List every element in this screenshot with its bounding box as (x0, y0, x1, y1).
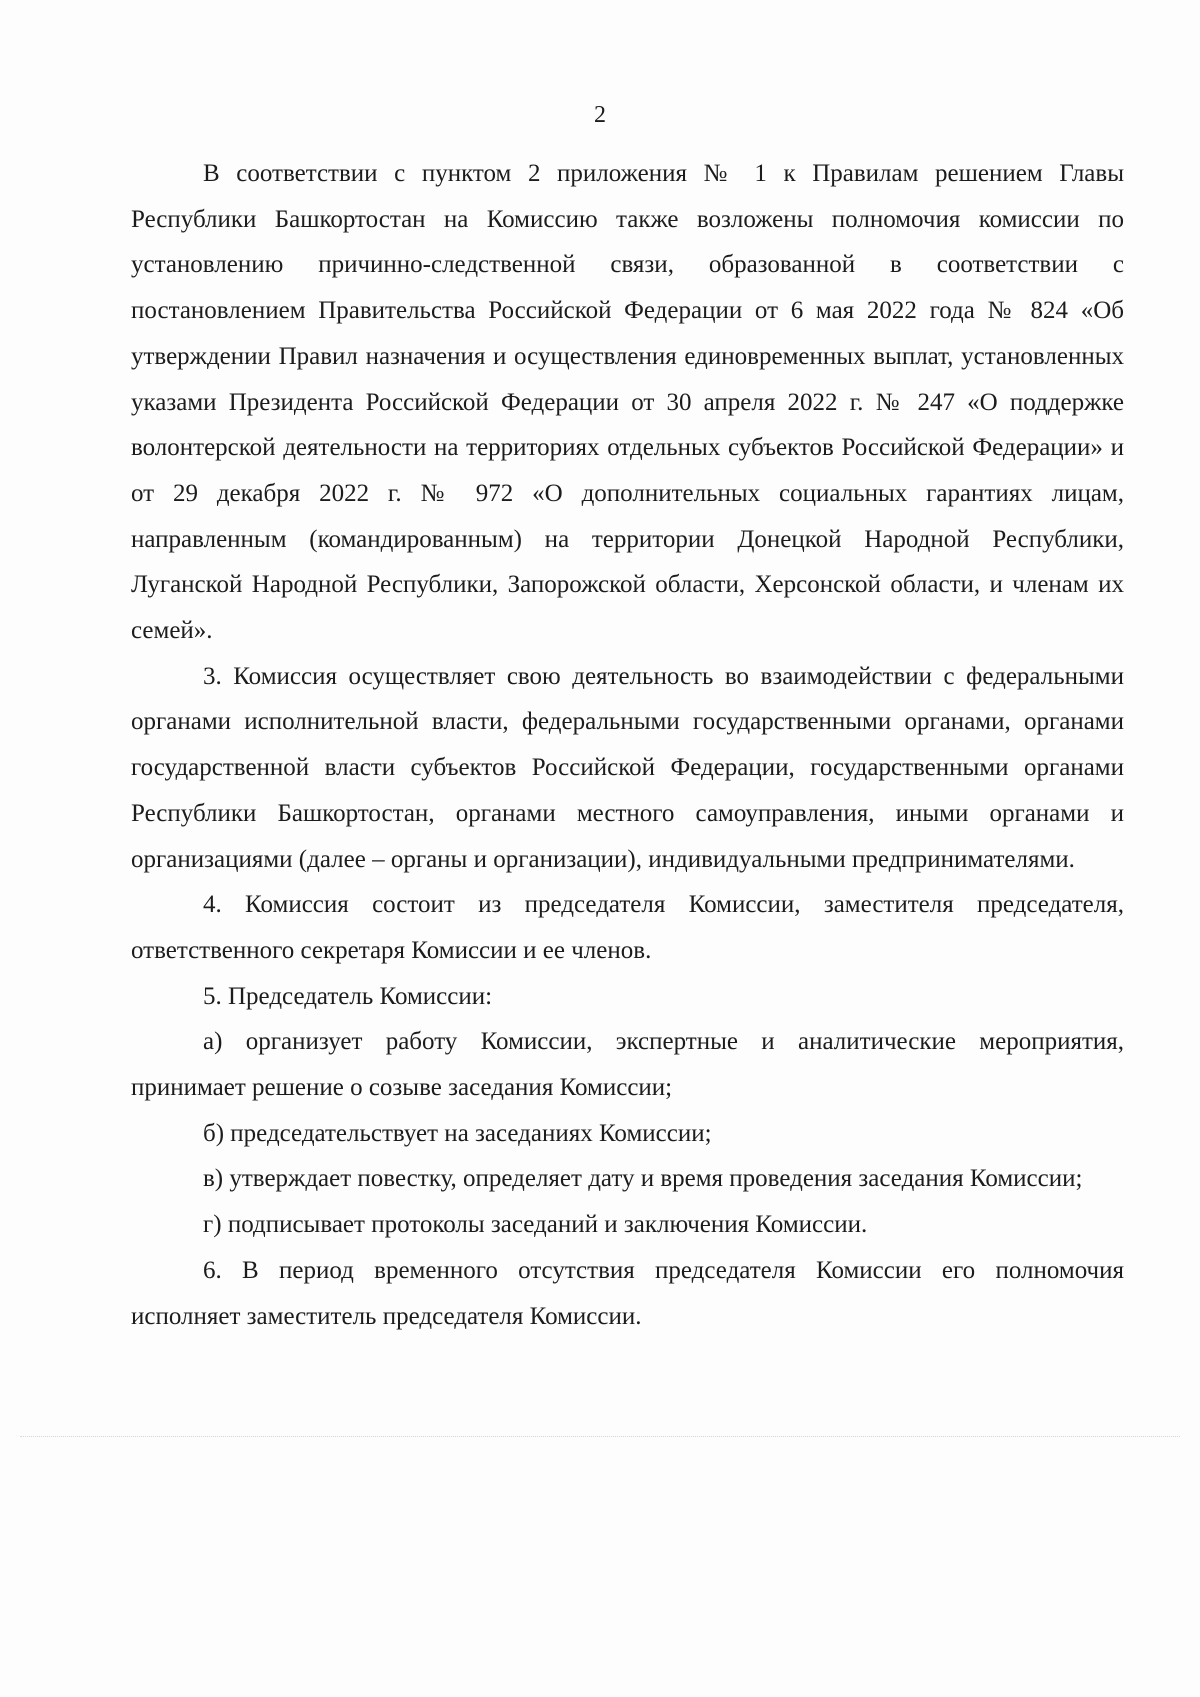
paragraph-6-deputy: 6. В период временного отсутствия председателя Комиссии его полномочия исполняет заместитель председателя Комиссии. (131, 1256, 1124, 1330)
paragraph-5b-presides: б) председательствует на заседаниях Комиссии; (203, 1119, 712, 1147)
paragraph-5-chairman: 5. Председатель Комиссии: (203, 982, 493, 1010)
paragraph-5a-organizes: а) организует работу Комиссии, экспертные и аналитические мероприятия, принимает решение о созыве заседания Комиссии; (131, 1028, 1124, 1102)
scan-artifact-line (20, 1436, 1180, 1437)
page-number: 2 (594, 102, 606, 128)
paragraph-causal-link-powers: В соответствии с пунктом 2 приложения № 1 к Правилам решением Главы Республики Башкортостан на Комиссию также возложены полномочия комиссии по установлению причинно-следственной связи, образованной в соответствии с постановлением Правительства Российской Федерации от 6 мая 2022 года № 824 «Об утверждении Правил назначения и осуществления единовременных выплат, установленных указами Президента Российской Федерации от 30 апреля 2022 г. № 247 «О поддержке волонтерской деятельности на территориях отдельных субъектов Российской Федерации» и от 29 декабря 2022 г. № 972 «О дополнительных социальных гарантиях лицам, направленным (командированным) на территории Донецкой Народной Республики, Луганской Народной Республики, Запорожской области, Херсонской области, и членам их семей». (131, 160, 1124, 645)
paragraph-4-composition: 4. Комиссия состоит из председателя Комиссии, заместителя председателя, ответственного секретаря Комиссии и ее членов. (131, 891, 1124, 964)
paragraph-3-interaction: 3. Комиссия осуществляет свою деятельность во взаимодействии с федеральными органами исполнительной власти, федеральными государственными органами, органами государственной власти субъектов Российской Федерации, государственными органами Республики Башкортостан, органами местного самоуправления, иными органами и организациями (далее – органы и организации), индивидуальными предпринимателями. (131, 662, 1124, 873)
paragraph-5v-agenda: в) утверждает повестку, определяет дату и время проведения заседания Комиссии; (203, 1165, 1083, 1193)
document-body (131, 151, 1124, 1339)
paragraph-5g-signs: г) подписывает протоколы заседаний и заключения Комиссии. (203, 1211, 868, 1239)
